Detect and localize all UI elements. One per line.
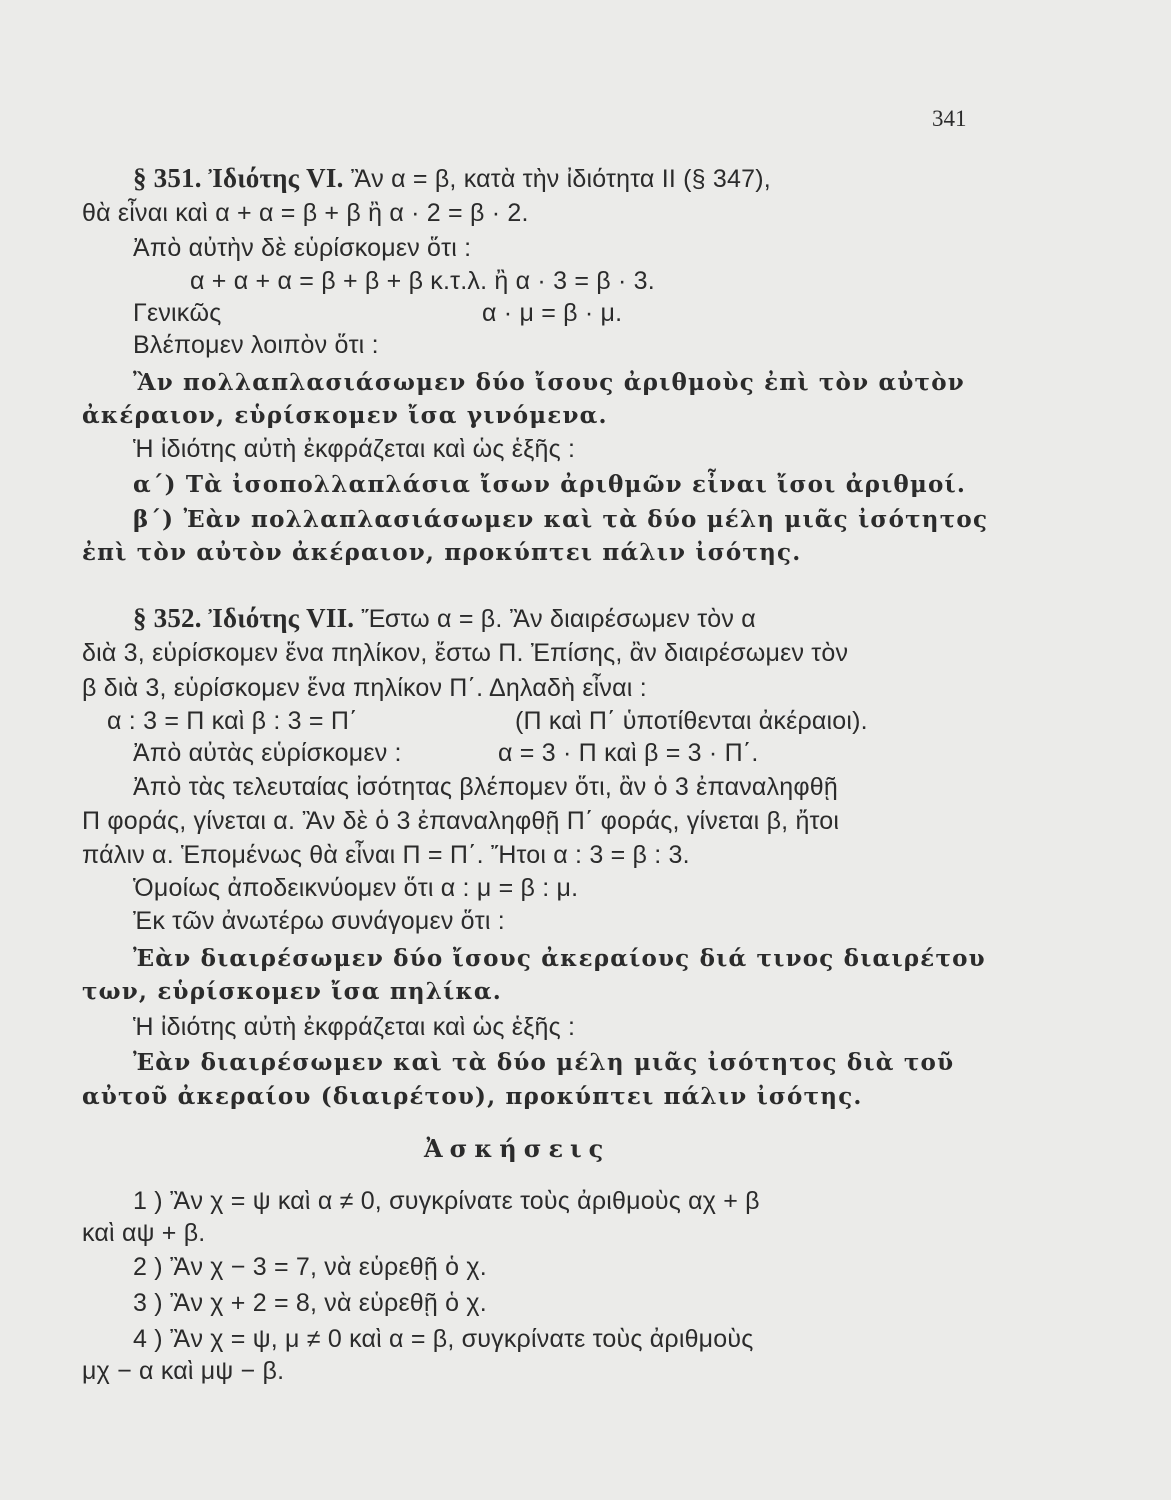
text-line: πάλιν α. Ἑπομένως θὰ εἶναι Π = Π΄. Ἤτοι α : 3 = β : 3. — [82, 841, 690, 869]
text-line: (Π καὶ Π΄ ὑποτίθενται ἀκέραιοι). — [515, 707, 868, 735]
text-line: Ἀπὸ αὐτὰς εὑρίσκομεν : — [133, 739, 402, 767]
section-352-first-line — [133, 603, 756, 634]
text-line: διὰ 3, εὑρίσκομεν ἕνα πηλίκον, ἔστω Π. Ἐπίσης, ἂν διαιρέσωμεν τὸν — [82, 639, 849, 667]
text-line: Ἡ ἰδιότης αὐτὴ ἐκφράζεται καὶ ὡς ἑξῆς : — [133, 435, 576, 463]
text-line: Ἂν α = β, κατὰ τὴν ἰδιότητα ΙΙ (§ 347), — [350, 165, 771, 193]
equation-line: α · μ = β · μ. — [482, 299, 623, 327]
text-line: θὰ εἶναι καὶ α + α = β + β ἢ α · 2 = β · 2. — [82, 199, 529, 227]
section-351-first-line — [133, 163, 771, 194]
rule-line: Ἐὰν διαιρέσωμεν δύο ἴσους ἀκεραίους διά τινος διαιρέτου — [133, 945, 986, 972]
rule-line: Ἂν πολλαπλασιάσωμεν δύο ἴσους ἀριθμοὺς ἐπὶ τὸν αὐτὸν — [133, 369, 965, 396]
text-line: Π φοράς, γίνεται α. Ἂν δὲ ὁ 3 ἐπαναληφθῇ Π΄ φοράς, γίνεται β, ἤτοι — [82, 807, 840, 835]
rule-line: αὐτοῦ ἀκεραίου (διαιρέτου), προκύπτει πάλιν ἰσότης. — [82, 1083, 863, 1110]
section-352-heading: § 352. Ἰδιότης VII. — [133, 603, 355, 633]
rule-line: Ἐὰν διαιρέσωμεν καὶ τὰ δύο μέλη μιᾶς ἰσότητος διὰ τοῦ — [133, 1049, 955, 1076]
equation-line: α = 3 · Π καὶ β = 3 · Π΄. — [498, 739, 759, 767]
text-line: Ἡ ἰδιότης αὐτὴ ἐκφράζεται καὶ ὡς ἑξῆς : — [133, 1013, 576, 1041]
text-line: Ἀπὸ αὐτὴν δὲ εὑρίσκομεν ὅτι : — [133, 234, 472, 262]
text-line: Ἀπὸ τὰς τελευταίας ἰσότητας βλέπομεν ὅτι, ἂν ὁ 3 ἐπαναληφθῇ — [133, 773, 839, 801]
text-line: Βλέπομεν λοιπὸν ὅτι : — [133, 331, 379, 359]
text-line: Ὁμοίως ἀποδεικνύομεν ὅτι α : μ = β : μ. — [133, 874, 579, 902]
exercise-item: καὶ αψ + β. — [82, 1219, 206, 1247]
exercise-item: 1 ) Ἂν χ = ψ καὶ α ≠ 0, συγκρίνατε τοὺς ἀριθμοὺς αχ + β — [133, 1187, 760, 1215]
rule-line: β΄) Ἐὰν πολλαπλασιάσωμεν καὶ τὰ δύο μέλη μιᾶς ἰσότητος — [133, 506, 989, 533]
rule-line: ἐπὶ τὸν αὐτὸν ἀκέραιον, προκύπτει πάλιν ἰσότης. — [82, 539, 802, 566]
exercise-item: μχ − α καὶ μψ − β. — [82, 1357, 285, 1385]
exercise-item: 3 ) Ἂν χ + 2 = 8, νὰ εὑρεθῇ ὁ χ. — [133, 1289, 487, 1317]
rule-line: ἀκέραιον, εὑρίσκομεν ἴσα γινόμενα. — [82, 402, 608, 429]
text-line: β διὰ 3, εὑρίσκομεν ἕνα πηλίκον Π΄. Δηλαδὴ εἶναι : — [82, 674, 647, 702]
section-351-heading: § 351. Ἰδιότης VI. — [133, 163, 344, 193]
text-line: Γενικῶς — [133, 299, 222, 327]
exercises-title: Ἀσκήσεις — [424, 1134, 611, 1163]
text-line: Ἔστω α = β. Ἂν διαιρέσωμεν τὸν α — [361, 605, 756, 633]
equation-line: α + α + α = β + β + β κ.τ.λ. ἢ α · 3 = β · 3. — [190, 267, 655, 295]
exercise-item: 4 ) Ἂν χ = ψ, μ ≠ 0 καὶ α = β, συγκρίνατε τοὺς ἀριθμοὺς — [133, 1325, 754, 1353]
exercise-item: 2 ) Ἂν χ − 3 = 7, νὰ εὑρεθῇ ὁ χ. — [133, 1253, 487, 1281]
rule-line: των, εὑρίσκομεν ἴσα πηλίκα. — [82, 978, 502, 1005]
page-number: 341 — [932, 106, 967, 131]
text-line: Ἐκ τῶν ἀνωτέρω συνάγομεν ὅτι : — [133, 907, 505, 935]
equation-line: α : 3 = Π καὶ β : 3 = Π΄ — [107, 707, 358, 735]
rule-line: α΄) Τὰ ἰσοπολλαπλάσια ἴσων ἀριθμῶν εἶναι ἴσοι ἀριθμοί. — [133, 471, 967, 498]
